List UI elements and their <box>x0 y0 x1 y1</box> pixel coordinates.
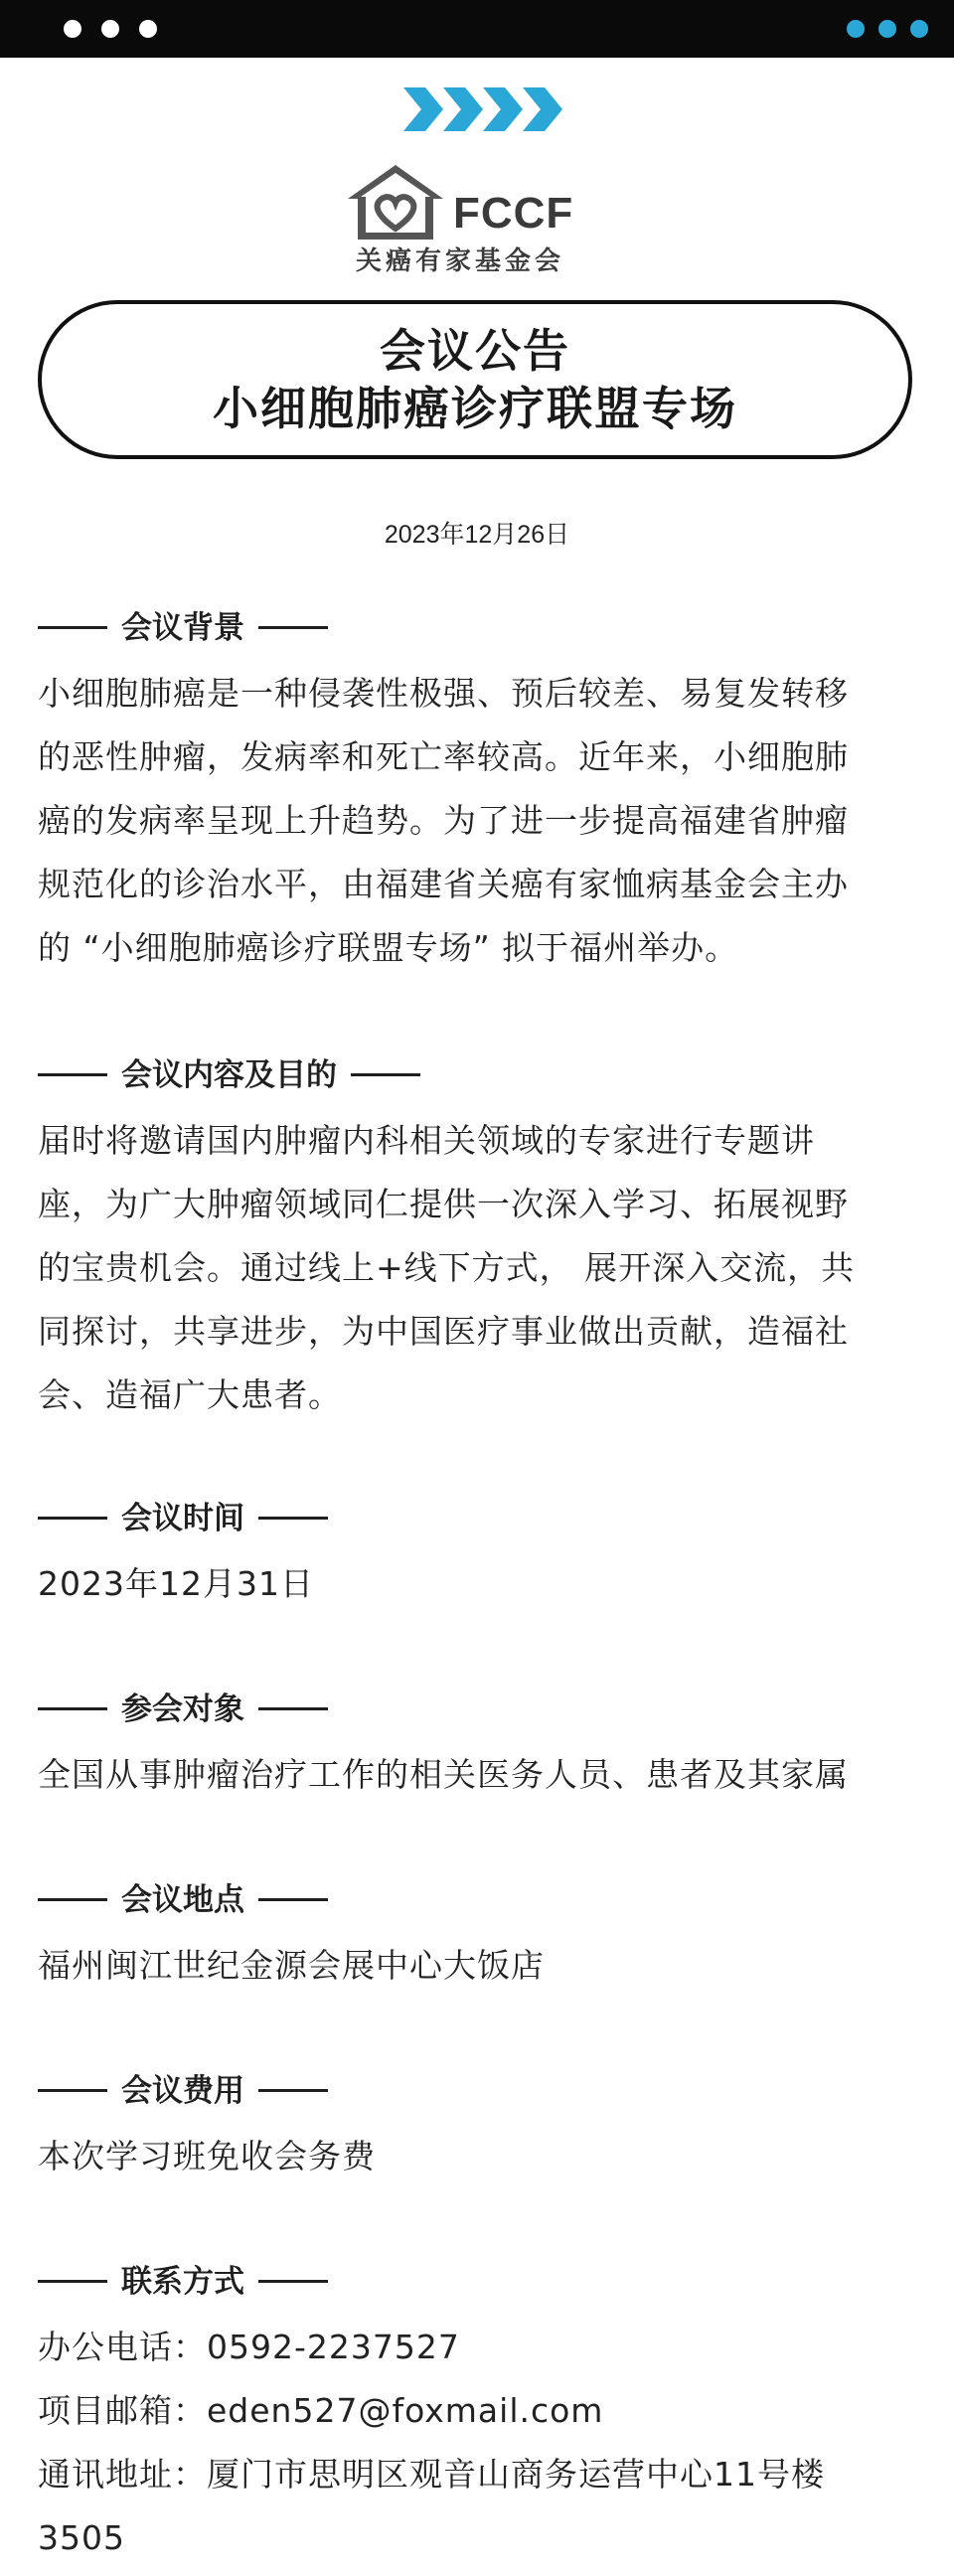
section-location <box>38 1880 922 1998</box>
mailing-address: 通讯地址：厦门市思明区观音山商务运营中心11号楼 <box>38 2455 825 2494</box>
house-heart-icon <box>346 163 445 241</box>
section-heading: 会议内容及目的 <box>38 1055 922 1095</box>
logo-subtitle: 关癌有家基金会 <box>356 246 565 276</box>
announcement-date: 2023年12月26日 <box>384 521 570 549</box>
section-heading: 会议时间 <box>38 1499 922 1538</box>
section-body: 2023年12月31日 <box>38 1564 314 1603</box>
section-heading: 联系方式 <box>38 2262 922 2302</box>
section-time <box>38 1499 922 1616</box>
title-box <box>38 300 912 459</box>
white-dot-icon <box>64 20 81 38</box>
section-heading: 参会对象 <box>38 1690 922 1729</box>
blue-dot-icon <box>847 20 865 38</box>
top-bar <box>0 0 954 58</box>
logo-name: FCCF <box>453 189 574 238</box>
section-body: 全国从事肿瘤治疗工作的相关医务人员、患者及其家属 <box>38 1755 849 1794</box>
logo <box>346 159 614 278</box>
section-background <box>38 608 922 980</box>
chevrons-icon <box>403 87 572 131</box>
section-content-purpose <box>38 1055 922 1427</box>
section-body <box>38 2316 922 2570</box>
section-heading: 会议费用 <box>38 2071 922 2111</box>
blue-dot-icon <box>910 20 928 38</box>
page-title: 会议公告 <box>380 324 570 378</box>
section-body: 福州闽江世纪金源会展中心大饭店 <box>38 1946 545 1985</box>
white-dot-icon <box>101 20 119 38</box>
section-body: 本次学习班免收会务费 <box>38 2137 376 2175</box>
project-email[interactable]: 项目邮箱：eden527@foxmail.com <box>38 2391 604 2430</box>
white-dot-icon <box>139 20 157 38</box>
section-contact <box>38 2262 922 2570</box>
section-body: 小细胞肺癌是一种侵袭性极强、预后较差、易复发转移 的恶性肿瘤，发病率和死亡率较高。近年来，小细胞肺 癌的发病率呈现上升趋势。为了进一步提高福建省肿瘤 规范化的诊治水平，由福建省关癌有家恤病基金会主办 的 “小细胞肺癌诊疗联盟专场” 拟于福州举办。 <box>38 674 849 967</box>
section-fee <box>38 2071 922 2188</box>
mailing-address-cont: 3505 <box>38 2518 125 2557</box>
section-heading: 会议背景 <box>38 608 922 648</box>
section-attendees <box>38 1690 922 1807</box>
section-body: 届时将邀请国内肿瘤内科相关领域的专家进行专题讲 座，为广大肿瘤领域同仁提供一次深入学习、拓展视野 的宝贵机会。通过线上+线下方式， 展开深入交流，共 同探讨，共享进步，为中国医疗事业做出贡献，造福社 会、造福广大患者。 <box>38 1121 856 1414</box>
section-heading: 会议地点 <box>38 1880 922 1920</box>
office-phone: 办公电话：0592-2237527 <box>38 2328 460 2366</box>
page-subtitle: 小细胞肺癌诊疗联盟专场 <box>213 382 737 435</box>
blue-dot-icon <box>878 20 896 38</box>
